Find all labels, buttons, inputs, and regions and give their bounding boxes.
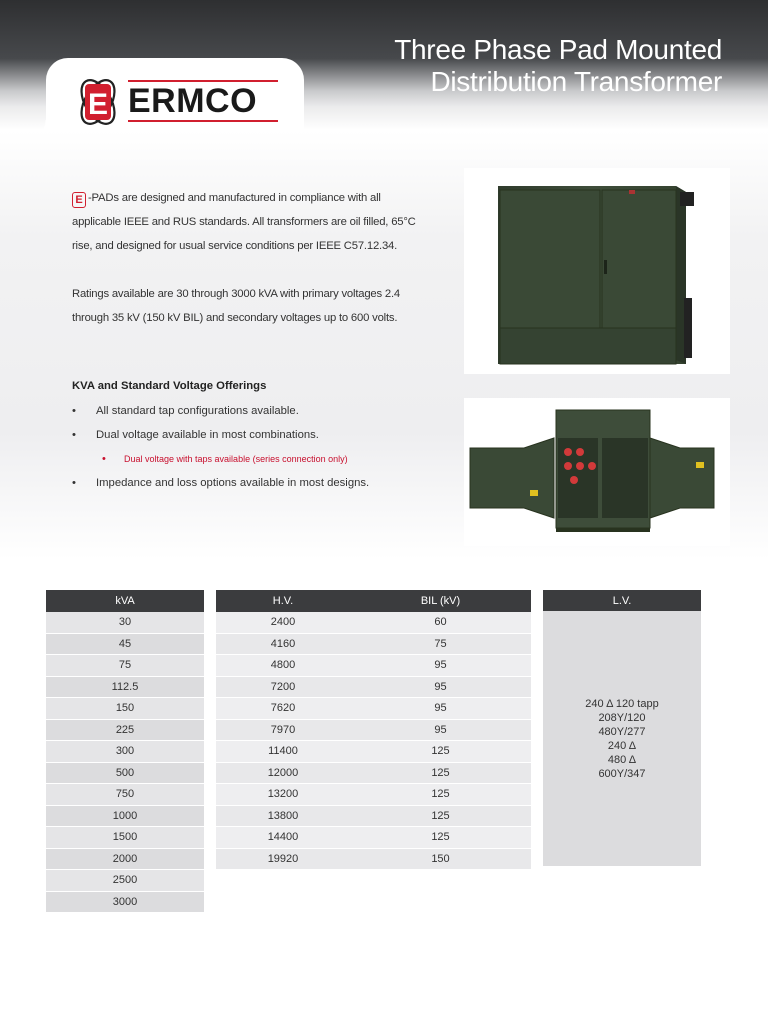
- hv-cell: 12000: [216, 763, 350, 785]
- table-row: [216, 634, 531, 656]
- kva-cell: 3000: [46, 892, 204, 914]
- hv-cell: 19920: [216, 849, 350, 871]
- bil-cell: 75: [350, 634, 531, 656]
- logo-bottom-rule: [128, 120, 278, 122]
- table-row: [216, 720, 531, 742]
- transformer-open-photo: [464, 398, 730, 546]
- table-row: [216, 849, 531, 871]
- table-row: [216, 827, 531, 849]
- lv-table: [543, 590, 701, 612]
- bil-cell: 125: [350, 784, 531, 806]
- bil-header: BIL (kV): [350, 590, 531, 612]
- hv-cell: 13200: [216, 784, 350, 806]
- bil-cell: 95: [350, 655, 531, 677]
- table-row: [46, 849, 204, 871]
- hv-cell: 7970: [216, 720, 350, 742]
- bil-cell: 125: [350, 827, 531, 849]
- hv-cell: 7200: [216, 677, 350, 699]
- offering-item: • Impedance and loss options available in most designs.: [72, 474, 452, 498]
- table-row: [216, 698, 531, 720]
- kva-cell: 500: [46, 763, 204, 785]
- lv-values: [543, 611, 701, 866]
- table-row: [46, 634, 204, 656]
- hv-bil-table: [216, 590, 531, 870]
- bil-cell: 150: [350, 849, 531, 871]
- offerings-title: KVA and Standard Voltage Offerings: [72, 380, 267, 392]
- intro-paragraph-1: [72, 186, 432, 258]
- table-row: [46, 698, 204, 720]
- kva-cell: 30: [46, 612, 204, 634]
- offering-subitem: • Dual voltage with taps available (series connection only): [72, 450, 452, 474]
- lv-value: 240 Δ 120 tapp: [585, 697, 659, 710]
- table-row: [216, 655, 531, 677]
- kva-cell: 300: [46, 741, 204, 763]
- hv-cell: 2400: [216, 612, 350, 634]
- hv-header: H.V.: [216, 590, 350, 612]
- table-row: [216, 784, 531, 806]
- table-row: [46, 892, 204, 914]
- ermco-emblem-icon: [72, 74, 124, 130]
- table-row: [46, 612, 204, 634]
- bil-cell: 95: [350, 677, 531, 699]
- table-row: [46, 827, 204, 849]
- transformer-closed-photo: [464, 168, 730, 374]
- hv-cell: 11400: [216, 741, 350, 763]
- lv-value: 480Y/277: [598, 725, 646, 738]
- intro-text: [72, 186, 432, 354]
- table-row: [46, 763, 204, 785]
- hv-cell: 4800: [216, 655, 350, 677]
- table-row: [216, 612, 531, 634]
- lv-value: 240 Δ: [607, 739, 637, 752]
- intro-paragraph-1-text: -PADs are designed and manufactured in compliance with all applicable IEEE and RUS standards. All transformers are oil filled, 65°C rise, and designed for usual service conditions per IEEE C57.12.34.: [72, 192, 416, 252]
- offering-item: • Dual voltage available in most combinations.: [72, 426, 452, 450]
- kva-cell: 75: [46, 655, 204, 677]
- kva-cell: 2500: [46, 870, 204, 892]
- table-row: [46, 741, 204, 763]
- kva-cell: 1500: [46, 827, 204, 849]
- title-line-2: Distribution Transformer: [430, 66, 722, 97]
- lv-value: 480 Δ: [607, 753, 637, 766]
- kva-cell: 45: [46, 634, 204, 656]
- intro-paragraph-2: Ratings available are 30 through 3000 kVA with primary voltages 2.4 through 35 kV (150 kV BIL) and secondary voltages up to 600 volts.: [72, 288, 401, 324]
- table-row: [216, 677, 531, 699]
- bil-cell: 125: [350, 741, 531, 763]
- brand-e-icon: E: [72, 192, 86, 208]
- kva-cell: 112.5: [46, 677, 204, 699]
- lv-header: L.V.: [543, 590, 701, 612]
- bil-cell: 125: [350, 806, 531, 828]
- emblem-letter: E: [87, 88, 109, 121]
- logo-tab: [46, 58, 304, 140]
- table-row: [46, 720, 204, 742]
- lv-value: 600Y/347: [598, 767, 646, 780]
- offerings-list: [72, 402, 452, 498]
- hv-cell: 4160: [216, 634, 350, 656]
- hv-cell: 13800: [216, 806, 350, 828]
- offering-item: • All standard tap configurations available.: [72, 402, 452, 426]
- bil-cell: 60: [350, 612, 531, 634]
- hv-cell: 14400: [216, 827, 350, 849]
- table-row: [216, 741, 531, 763]
- kva-cell: 150: [46, 698, 204, 720]
- table-row: [46, 677, 204, 699]
- kva-cell: 750: [46, 784, 204, 806]
- table-row: [216, 763, 531, 785]
- table-row: [46, 784, 204, 806]
- table-row: [46, 806, 204, 828]
- kva-cell: 1000: [46, 806, 204, 828]
- table-row: [46, 655, 204, 677]
- logo-wordmark: ERMCO: [128, 82, 258, 120]
- bil-cell: 95: [350, 698, 531, 720]
- hv-cell: 7620: [216, 698, 350, 720]
- title-line-1: Three Phase Pad Mounted: [394, 34, 722, 65]
- kva-cell: 2000: [46, 849, 204, 871]
- page-title: [394, 34, 722, 98]
- table-row: [46, 870, 204, 892]
- table-row: [216, 806, 531, 828]
- kva-header: kVA: [46, 590, 204, 612]
- bil-cell: 125: [350, 763, 531, 785]
- kva-cell: 225: [46, 720, 204, 742]
- kva-table: [46, 590, 204, 913]
- bil-cell: 95: [350, 720, 531, 742]
- lv-value: 208Y/120: [598, 711, 646, 724]
